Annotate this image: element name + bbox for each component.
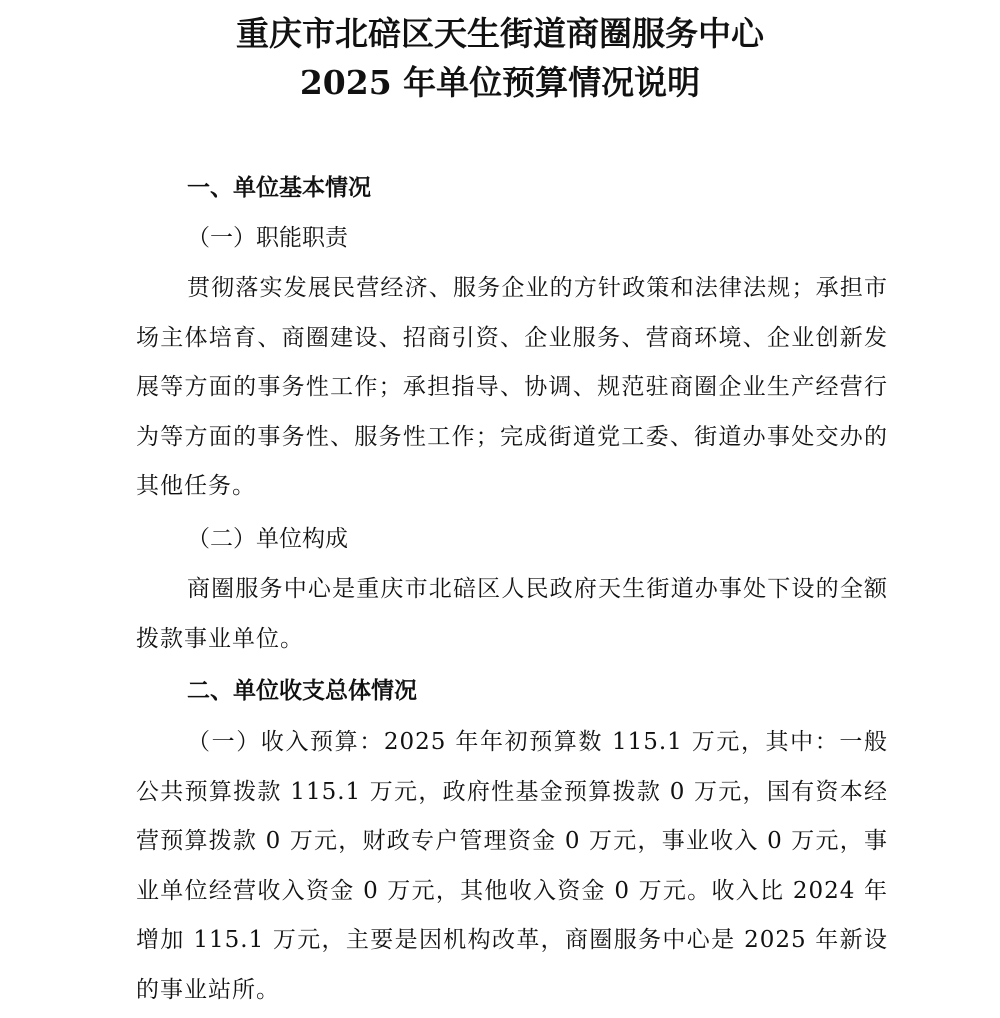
section2-heading: 二、单位收支总体情况 <box>187 677 417 704</box>
section1-sub1-paragraph: 贯彻落实发展民营经济、服务企业的方针政策和法律法规；承担市场主体培育、商圈建设、招商引资、企业服务、营商环境、企业创新发展等方面的事务性工作；承担指导、协调、规范驻商圈企业生产经营行为等方面的事务性、服务性工作；完成街道党工委、街道办事处交办的其他任务。 <box>136 275 888 499</box>
section1-sub2-paragraph: 商圈服务中心是重庆市北碚区人民政府天生街道办事处下设的全额拨款事业单位。 <box>136 576 888 652</box>
section1-sub2-heading: （二）单位构成 <box>187 526 348 552</box>
document-title-line1: 重庆市北碚区天生街道商圈服务中心 <box>236 14 764 53</box>
section1-heading: 一、单位基本情况 <box>187 174 371 201</box>
section1-sub1-heading: （一）职能职责 <box>187 225 348 251</box>
section2-sub1-paragraph: （一）收入预算：2025 年年初预算数 115.1 万元，其中：一般公共预算拨款 115.1 万元，政府性基金预算拨款 0 万元，国有资本经营预算拨款 0 万元，财政专户管理资金 0 万元，事业收入 0 万元，事业单位经营收入资金 0 万元，其他收入资金 0 万元。收入比 2024 年增加 115.1 万元，主要是因机构改革，商圈服务中心是 2025 年新设的事业站所。 <box>136 729 888 1003</box>
document-title-line2: 2025 年单位预算情况说明 <box>299 63 701 102</box>
